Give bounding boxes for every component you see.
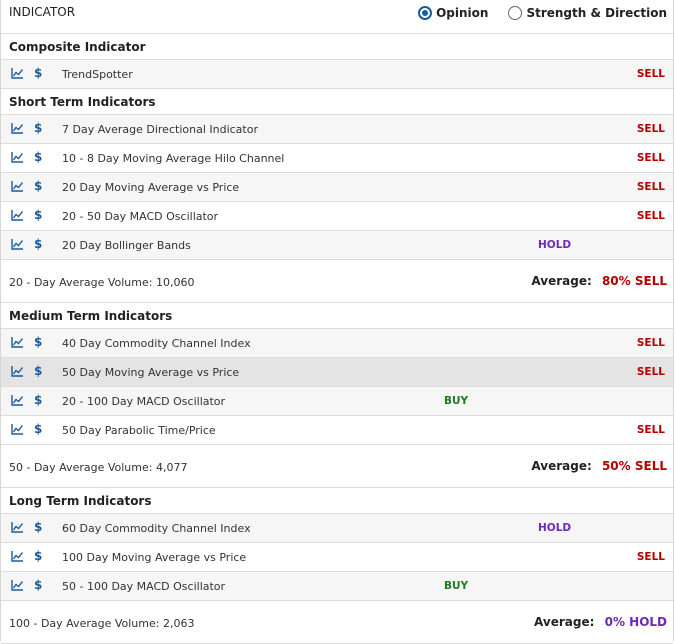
indicator-row[interactable] <box>1 543 673 572</box>
chart-icon[interactable] <box>11 67 24 79</box>
opinion-radio[interactable] <box>418 6 488 20</box>
indicator-signal: SELL <box>636 123 665 135</box>
indicator-name: 20 - 50 Day MACD Oscillator <box>62 210 219 223</box>
chart-icon[interactable] <box>11 336 24 348</box>
section-summary <box>1 601 673 644</box>
row-icons <box>11 365 42 377</box>
section-summary <box>1 260 673 303</box>
indicator-name: 40 Day Commodity Channel Index <box>62 337 251 350</box>
chart-icon[interactable] <box>11 209 24 221</box>
row-icons <box>11 122 42 134</box>
indicator-signal: SELL <box>636 210 665 222</box>
dollar-icon[interactable]: $ <box>34 335 43 349</box>
section-summary <box>1 445 673 488</box>
average-value: 0% HOLD <box>604 615 667 629</box>
chart-icon[interactable] <box>11 122 24 134</box>
indicator-signal: SELL <box>636 551 665 563</box>
indicator-signal: BUY <box>444 580 469 592</box>
dollar-icon[interactable]: $ <box>34 549 43 563</box>
indicator-row[interactable] <box>1 416 673 445</box>
opinion-radio-circle[interactable] <box>418 6 432 20</box>
indicator-name: 20 Day Moving Average vs Price <box>62 181 240 194</box>
average-value: 50% SELL <box>601 459 667 473</box>
indicator-row[interactable] <box>1 329 673 358</box>
chart-icon[interactable] <box>11 521 24 533</box>
chart-icon[interactable] <box>11 365 24 377</box>
row-icons <box>11 394 42 406</box>
average-label: Average: <box>531 459 592 473</box>
indicator-signal: SELL <box>636 181 665 193</box>
indicator-signal: SELL <box>636 337 665 349</box>
row-icons <box>11 209 42 221</box>
opinion-radio-label[interactable]: Opinion <box>436 6 489 20</box>
indicator-name: 20 - 100 Day MACD Oscillator <box>62 395 226 408</box>
average-volume: 50 - Day Average Volume: 4,077 <box>9 461 188 474</box>
chart-icon[interactable] <box>11 423 24 435</box>
row-icons <box>11 336 42 348</box>
indicator-row[interactable] <box>1 144 673 173</box>
chart-icon[interactable] <box>11 394 24 406</box>
indicator-row[interactable] <box>1 60 673 89</box>
dollar-icon[interactable]: $ <box>34 150 43 164</box>
indicator-signal: HOLD <box>538 239 572 251</box>
dollar-icon[interactable]: $ <box>34 364 43 378</box>
section-title: Long Term Indicators <box>1 488 673 514</box>
dollar-icon[interactable]: $ <box>34 66 43 80</box>
row-icons <box>11 521 42 533</box>
section-title: Short Term Indicators <box>1 89 673 115</box>
average-value: 80% SELL <box>601 274 667 288</box>
indicator-name: 20 Day Bollinger Bands <box>62 239 191 252</box>
dollar-icon[interactable]: $ <box>34 578 43 592</box>
indicator-name: TrendSpotter <box>62 68 133 81</box>
section-title: Medium Term Indicators <box>1 303 673 329</box>
row-icons <box>11 67 42 79</box>
dollar-icon[interactable]: $ <box>34 179 43 193</box>
chart-icon[interactable] <box>11 579 24 591</box>
strength-direction-radio[interactable] <box>508 6 667 20</box>
indicator-row[interactable] <box>1 173 673 202</box>
indicator-row[interactable] <box>1 358 673 387</box>
average-opinion <box>531 459 667 473</box>
indicator-row[interactable] <box>1 572 673 601</box>
indicator-signal: HOLD <box>538 522 572 534</box>
row-icons <box>11 423 42 435</box>
dollar-icon[interactable]: $ <box>34 520 43 534</box>
dollar-icon[interactable]: $ <box>34 237 43 251</box>
chart-icon[interactable] <box>11 238 24 250</box>
indicator-row[interactable] <box>1 202 673 231</box>
dollar-icon[interactable]: $ <box>34 393 43 407</box>
average-opinion <box>531 274 667 288</box>
strength-direction-radio-circle[interactable] <box>508 6 522 20</box>
dollar-icon[interactable]: $ <box>34 208 43 222</box>
average-volume: 100 - Day Average Volume: 2,063 <box>9 617 195 630</box>
average-label: Average: <box>534 615 595 629</box>
indicator-name: 50 Day Parabolic Time/Price <box>62 424 216 437</box>
indicator-signal: SELL <box>636 366 665 378</box>
indicator-name: 100 Day Moving Average vs Price <box>62 551 247 564</box>
indicator-signal: SELL <box>636 152 665 164</box>
indicator-signal: SELL <box>636 424 665 436</box>
average-opinion <box>534 615 667 629</box>
indicator-name: 60 Day Commodity Channel Index <box>62 522 251 535</box>
chart-icon[interactable] <box>11 180 24 192</box>
row-icons <box>11 180 42 192</box>
panel-header <box>1 0 673 34</box>
indicator-name: 10 - 8 Day Moving Average Hilo Channel <box>62 152 285 165</box>
row-icons <box>11 579 42 591</box>
row-icons <box>11 151 42 163</box>
dollar-icon[interactable]: $ <box>34 121 43 135</box>
panel-title: INDICATOR <box>9 5 76 19</box>
chart-icon[interactable] <box>11 151 24 163</box>
section-title: Composite Indicator <box>1 34 673 60</box>
strength-direction-radio-label[interactable]: Strength & Direction <box>526 6 667 20</box>
average-volume: 20 - Day Average Volume: 10,060 <box>9 276 195 289</box>
dollar-icon[interactable]: $ <box>34 422 43 436</box>
indicator-name: 7 Day Average Directional Indicator <box>62 123 258 136</box>
indicator-row[interactable] <box>1 115 673 144</box>
indicator-row[interactable] <box>1 387 673 416</box>
average-label: Average: <box>531 274 592 288</box>
indicator-signal: BUY <box>444 395 469 407</box>
indicator-name: 50 Day Moving Average vs Price <box>62 366 240 379</box>
indicator-signal: SELL <box>636 68 665 80</box>
indicator-row[interactable] <box>1 231 673 260</box>
row-icons <box>11 238 42 250</box>
indicator-row[interactable] <box>1 514 673 543</box>
view-mode-radio-group <box>418 6 667 20</box>
indicator-name: 50 - 100 Day MACD Oscillator <box>62 580 226 593</box>
indicator-sections <box>1 34 673 644</box>
chart-icon[interactable] <box>11 550 24 562</box>
row-icons <box>11 550 42 562</box>
